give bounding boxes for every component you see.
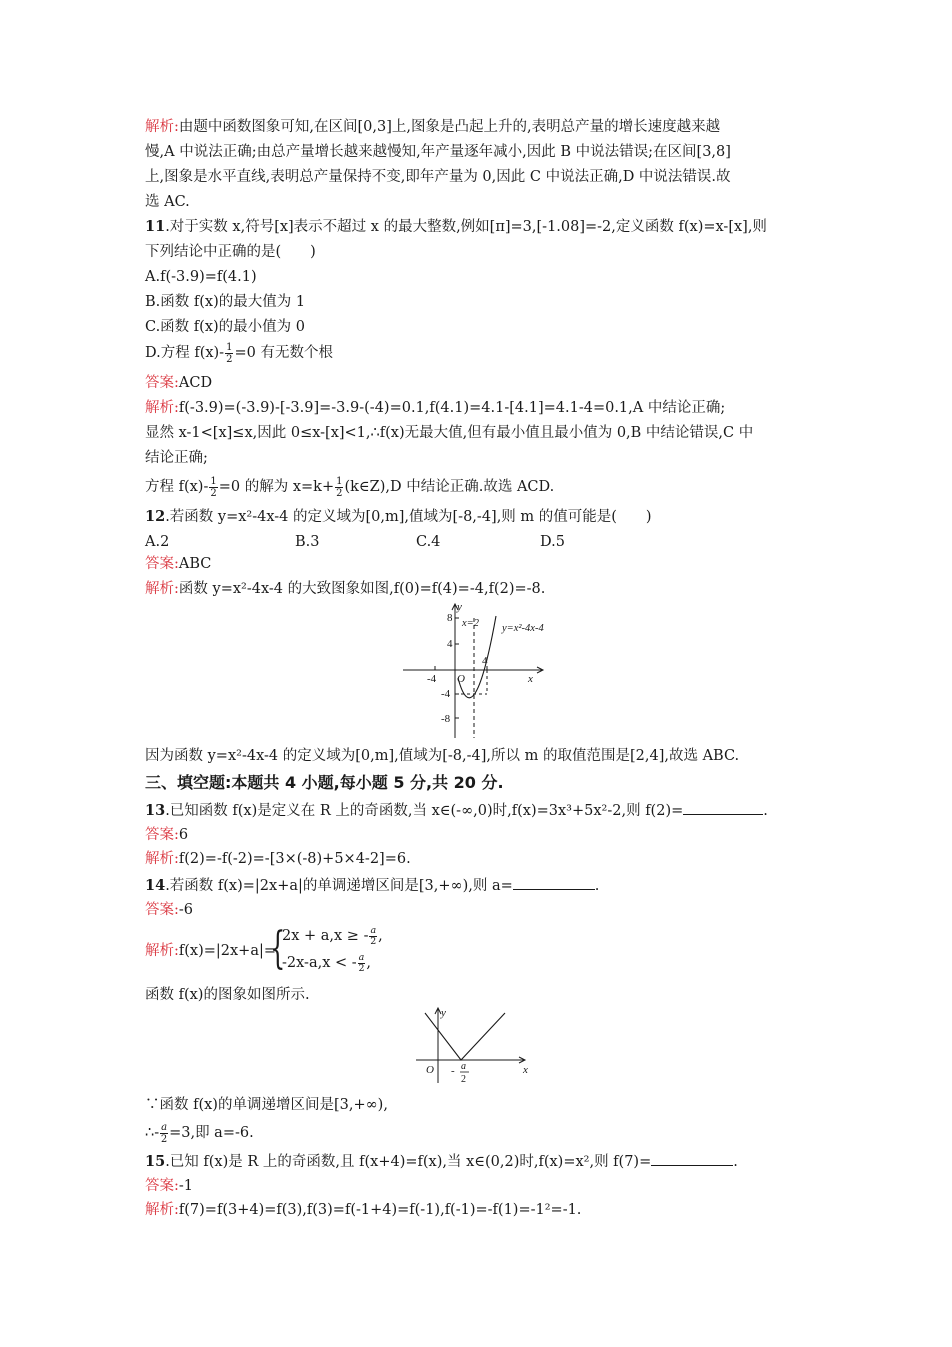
q13-analysis: 解析:f(2)=-f(-2)=-[3×(-8)+5×4-2]=6. — [145, 851, 411, 867]
q11-option-c: C.函数 f(x)的最小值为 0 — [145, 319, 305, 335]
v-curve — [425, 1013, 505, 1060]
y-axis-label: y — [457, 601, 462, 613]
fraction: $\frac{a}{2}$ — [160, 1121, 168, 1145]
q12-option-a: A.2 — [145, 534, 170, 550]
question-number: 11 — [145, 218, 166, 235]
y-axis-label: y — [441, 1007, 446, 1019]
q14-analysis-line-1: 解析:f(x)=|2x+a|= — [145, 943, 277, 959]
answer-blank — [683, 801, 763, 815]
q12-analysis-line-1: 解析:函数 y=x²-4x-4 的大致图象如图,f(0)=f(4)=-4,f(2)=-8. — [145, 581, 546, 597]
tick-neg-4: -4 — [441, 688, 451, 700]
answer-label: 答案 — [145, 827, 174, 843]
q10-analysis-line-1: 解析:由题中函数图象可知,在区间[0,3]上,图象是凸起上升的,表明总产量的增长速度越来越 — [145, 119, 721, 135]
question-number: 12 — [145, 508, 166, 525]
tick-a: a — [461, 1061, 466, 1072]
answer-blank — [513, 876, 595, 890]
x-axis-label: x — [523, 1064, 528, 1076]
q10-analysis-line-3: 上,图象是水平直线,表明总产量保持不变,即年产量为 0,因此 C 中说法正确,D 中说法错误.故 — [145, 169, 731, 185]
q11-stem-line-2: 下列结论中正确的是( ) — [145, 244, 316, 260]
analysis-label: 解析 — [145, 119, 174, 135]
q11-option-b: B.函数 f(x)的最大值为 1 — [145, 294, 306, 310]
tick-2: 2 — [461, 1074, 466, 1085]
q11-analysis-line-3: 结论正确; — [145, 450, 208, 466]
section-three-heading: 三、填空题:本题共 4 小题,每小题 5 分,共 20 分. — [145, 773, 504, 792]
q12-option-c: C.4 — [416, 534, 441, 550]
q14-v-graph-figure — [413, 1003, 535, 1088]
q11-analysis-line-2: 显然 x-1<[x]≤x,因此 0≤x-[x]<1,∴f(x)无最大值,但有最小值且最小值为 0,B 中结论错误,C 中 — [145, 425, 754, 441]
q14-answer: 答案:-6 — [145, 902, 194, 918]
q10-analysis-line-2: 慢,A 中说法正确;由总产量增长越来越慢知,年产量逐年减小,因此 B 中说法错误;在区间[3,8] — [145, 144, 731, 160]
q12-stem: 12.若函数 y=x²-4x-4 的定义域为[0,m],值域为[-8,-4],则 m 的值可能是( ) — [145, 508, 652, 525]
fraction: $\frac{a}{2}$ — [358, 951, 365, 974]
curve-label: y=x²-4x-4 — [502, 623, 544, 634]
q11-analysis-line-1: 解析:f(-3.9)=(-3.9)-[-3.9]=-3.9-(-4)=0.1,f(4.1)=4.1-[4.1]=4.1-4=0.1,A 中结论正确; — [145, 400, 726, 416]
q11-stem-line-1: 11.对于实数 x,符号[x]表示不超过 x 的最大整数,例如[π]=3,[-1.08]=-2,定义函数 f(x)=x-[x],则 — [145, 218, 767, 235]
analysis-label: 解析 — [145, 581, 174, 597]
q12-option-d: D.5 — [540, 534, 565, 550]
answer-label: 答案 — [145, 375, 174, 391]
question-number: 15 — [145, 1153, 166, 1170]
q12-analysis-line-2: 因为函数 y=x²-4x-4 的定义域为[0,m],值域为[-8,-4],所以 m 的取值范围是[2,4],故选 ABC. — [145, 748, 740, 764]
answer-label: 答案 — [145, 902, 174, 918]
q15-stem: 15.已知 f(x)是 R 上的奇函数,且 f(x+4)=f(x),当 x∈(0,2)时,f(x)=x²,则 f(7)= . — [145, 1153, 738, 1170]
origin-label: O — [457, 673, 465, 685]
piecewise-brace: { — [270, 923, 286, 974]
tick-minus: - — [451, 1065, 455, 1077]
q11-answer: 答案:ACD — [145, 375, 213, 391]
q15-answer: 答案:-1 — [145, 1178, 194, 1194]
q15-analysis: 解析:f(7)=f(3+4)=f(3),f(3)=f(-1+4)=f(-1),f(-1)=-f(1)=-1²=-1. — [145, 1202, 582, 1218]
q14-analysis-line-3: ∵函数 f(x)的单调递增区间是[3,+∞), — [145, 1097, 388, 1113]
q13-stem: 13.已知函数 f(x)是定义在 R 上的奇函数,当 x∈(-∞,0)时,f(x)=3x³+5x²-2,则 f(2)= . — [145, 802, 768, 819]
tick-4: 4 — [447, 638, 453, 650]
piecewise-case-1: 2x + a,x ≥ - $\frac{a}{2}$ , — [282, 924, 383, 947]
tick-x-neg-4: -4 — [427, 673, 437, 685]
answer-blank — [651, 1152, 733, 1166]
tick-neg-8: -8 — [441, 713, 451, 725]
line-label: x=2 — [462, 618, 479, 629]
fraction: $\frac{1}{2}$ — [226, 341, 233, 365]
q12-parabola-figure — [398, 598, 568, 740]
answer-label: 答案 — [145, 556, 174, 572]
analysis-label: 解析 — [145, 1202, 174, 1218]
question-number: 13 — [145, 802, 166, 819]
x-axis-label: x — [528, 673, 533, 685]
question-number: 14 — [145, 877, 166, 894]
piecewise-case-2: -2x-a,x < - $\frac{a}{2}$ , — [282, 951, 371, 974]
q11-option-a: A.f(-3.9)=f(4.1) — [145, 269, 257, 285]
analysis-label: 解析 — [145, 400, 174, 416]
fraction: $\frac{1}{2}$ — [336, 475, 343, 499]
fraction: $\frac{1}{2}$ — [210, 475, 217, 499]
tick-x-4: 4 — [482, 655, 488, 667]
tick-8: 8 — [447, 612, 453, 624]
origin-label: O — [426, 1064, 434, 1076]
q14-stem: 14.若函数 f(x)=|2x+a|的单调递增区间是[3,+∞),则 a= . — [145, 877, 600, 894]
answer-label: 答案 — [145, 1178, 174, 1194]
q12-option-b: B.3 — [295, 534, 320, 550]
analysis-label: 解析 — [145, 851, 174, 867]
q11-analysis-line-4: 方程 f(x)- $\frac{1}{2}$ =0 的解为 x=k+ $\frac{1}{2}$ (k∈Z),D 中结论正确.故选 ACD. — [145, 475, 555, 499]
q13-answer: 答案:6 — [145, 827, 189, 843]
analysis-label: 解析 — [145, 943, 174, 959]
q14-analysis-line-4: ∴- $\frac{a}{2}$ =3,即 a=-6. — [145, 1121, 254, 1145]
fraction: $\frac{a}{2}$ — [370, 924, 377, 947]
q10-analysis-line-4: 选 AC. — [145, 194, 190, 210]
q14-analysis-line-2: 函数 f(x)的图象如图所示. — [145, 987, 310, 1003]
q11-option-d: D.方程 f(x)- $\frac{1}{2}$ =0 有无数个根 — [145, 341, 333, 365]
q12-answer: 答案:ABC — [145, 556, 212, 572]
